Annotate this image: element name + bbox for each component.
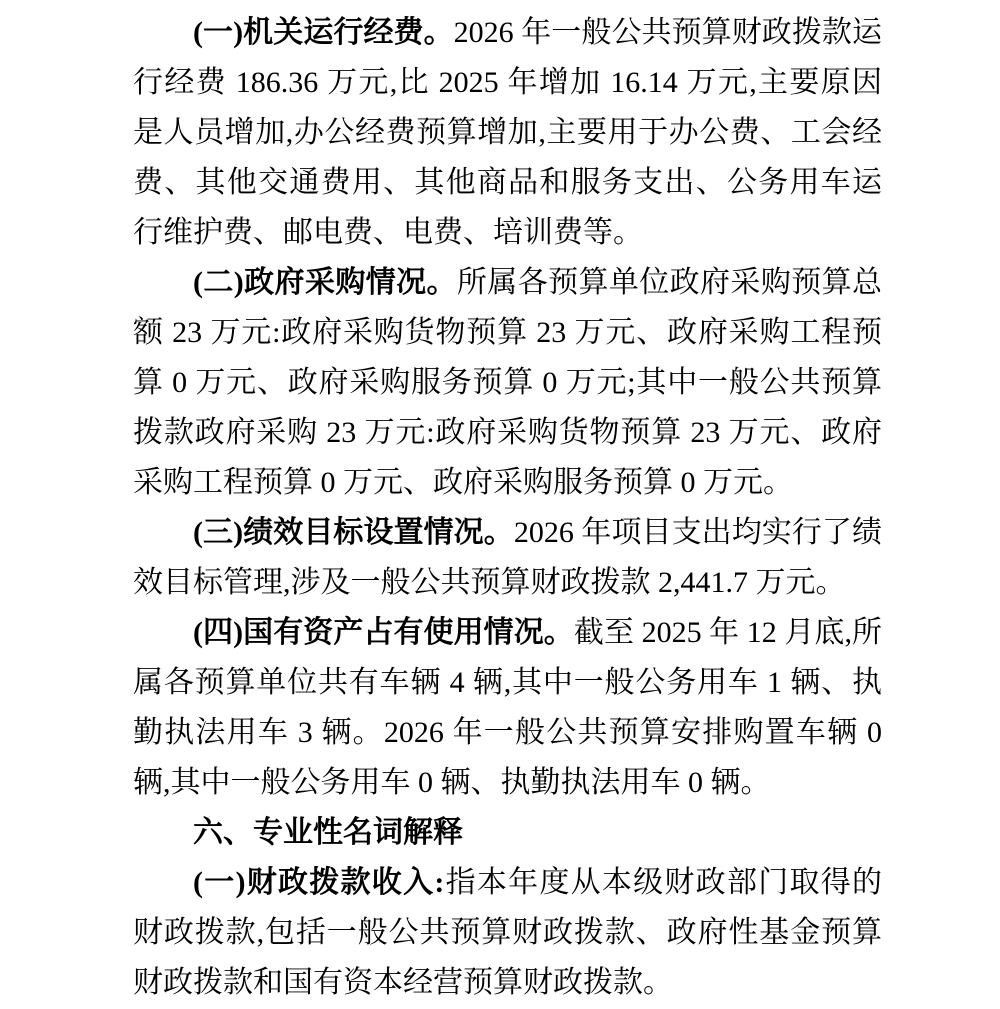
paragraph-agency-operating-expenses	[133, 8, 882, 258]
paragraph-text: 2026 年项目支出均实行了绩效目标管理,涉及一般公共预算财政拨款 2,441.7 万元。	[133, 516, 883, 599]
section-heading-terminology: 六、专业性名词解释	[193, 816, 463, 849]
paragraph-lead: (二)政府采购情况。	[193, 266, 457, 299]
paragraph-text: 所属各预算单位政府采购预算总额 23 万元:政府采购货物预算 23 万元、政府采购工程预算 0 万元、政府采购服务预算 0 万元;其中一般公共预算拨款政府采购 23 万元:政府采购货物预算 23 万元、政府采购工程预算 0 万元、政府采购服务预算 0 万元。	[133, 266, 883, 499]
paragraph-text: 指本年度从本级财政部门取得的财政拨款,包括一般公共预算财政拨款、政府性基金预算财政拨款和国有资本经营预算财政拨款。	[133, 866, 882, 999]
paragraph-text: 截至 2025 年 12 月底,所属各预算单位共有车辆 4 辆,其中一般公务用车 1 辆、执勤执法用车 3 辆。2026 年一般公共预算安排购置车辆 0 辆,其中一般公务用车 0 辆、执勤执法用车 0 辆。	[133, 616, 883, 799]
paragraph-lead: (一)财政拨款收入:	[193, 866, 445, 899]
paragraph-fiscal-appropriation-income	[133, 858, 882, 1008]
paragraph-text: 2026 年一般公共预算财政拨款运行经费 186.36 万元,比 2025 年增加 16.14 万元,主要原因是人员增加,办公经费预算增加,主要用于办公费、工会经费、其他交通费用、其他商品和服务支出、公务用车运行维护费、邮电费、电费、培训费等。	[133, 16, 882, 249]
paragraph-performance-goals	[133, 508, 882, 608]
paragraph-lead: (一)机关运行经费。	[193, 16, 454, 49]
paragraph-state-owned-assets	[133, 608, 882, 808]
paragraph-lead: (三)绩效目标设置情况。	[193, 516, 514, 549]
paragraph-government-procurement	[133, 258, 882, 508]
paragraph-lead: (四)国有资产占有使用情况。	[193, 616, 574, 649]
